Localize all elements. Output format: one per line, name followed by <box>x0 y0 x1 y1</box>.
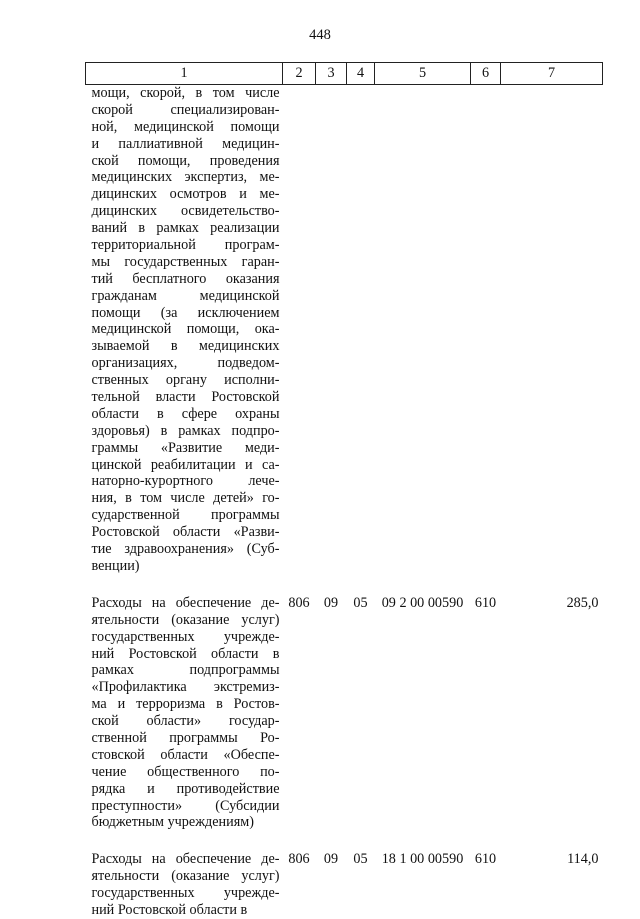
column-header: 7 <box>501 63 603 85</box>
description-line: преступности» (Субсидии <box>91 797 280 814</box>
column-header-row <box>86 63 603 85</box>
cell-target: 09 2 00 00590 <box>381 594 464 611</box>
cell-section: 09 <box>323 851 339 868</box>
description-line: Расходы на обеспечение де- <box>91 851 280 868</box>
cell-amount <box>501 85 603 575</box>
description-line: «Профилактика экстремиз- <box>91 679 280 696</box>
column-header: 3 <box>316 63 347 85</box>
description-line: сударственной программы <box>91 507 280 524</box>
description-line: помощи (за исключением <box>91 304 280 321</box>
column-header: 2 <box>283 63 316 85</box>
description-line: ния, в том числе детей» го- <box>91 490 280 507</box>
description-line: ний Ростовской области в <box>91 901 248 918</box>
description-line: ятельности (оказание услуг) <box>91 611 280 628</box>
cell-expense-type: 610 <box>474 851 497 868</box>
description-line: ваний в рамках реализации <box>91 220 280 237</box>
description-line: и паллиативной медицин- <box>91 135 280 152</box>
description-line: здоровья) в рамках подпро- <box>91 422 280 439</box>
description-line: тие здравоохранения» (Суб- <box>91 541 280 558</box>
description-line: ятельности (оказание услуг) <box>91 868 280 885</box>
table-row <box>86 595 603 831</box>
cell-ministry: 806 <box>288 851 310 868</box>
description-line: ской помощи, проведения <box>91 152 280 169</box>
cell-subsection: 05 <box>353 851 368 868</box>
cell-amount: 285,0 <box>566 594 599 611</box>
cell-subsection <box>347 85 375 575</box>
description-line: цинской реабилитации и са- <box>91 456 280 473</box>
row-description <box>86 595 283 831</box>
description-line: государственных учрежде- <box>91 885 280 902</box>
description-line: зываемой в медицинских <box>91 338 280 355</box>
cell-ministry: 806 <box>288 594 310 611</box>
description-line: рамках подпрограммы <box>91 662 280 679</box>
row-spacer <box>86 575 603 595</box>
description-line: Ростовской области «Разви- <box>91 524 280 541</box>
row-description <box>86 851 283 919</box>
description-line: области в сфере охраны <box>91 405 280 422</box>
description-line: территориальной програм- <box>91 237 280 254</box>
description-line: граммы «Развитие меди- <box>91 439 280 456</box>
description-line: государственных учрежде- <box>91 628 280 645</box>
table-row <box>86 851 603 919</box>
column-header: 5 <box>375 63 471 85</box>
description-line: ной, медицинской помощи <box>91 118 280 135</box>
cell-subsection: 05 <box>353 594 368 611</box>
cell-expense-type: 610 <box>474 594 497 611</box>
description-line: ма и терроризма в Ростов- <box>91 696 280 713</box>
description-line: скорой специализирован- <box>91 101 280 118</box>
cell-amount: 114,0 <box>567 851 599 868</box>
description-line: ственной программы Ро- <box>91 729 280 746</box>
column-header: 4 <box>347 63 375 85</box>
description-line: мы государственных гаран- <box>91 253 280 270</box>
description-line: Расходы на обеспечение де- <box>91 594 280 611</box>
description-line: рядка и противодействие <box>91 780 280 797</box>
column-header: 6 <box>471 63 501 85</box>
description-line: стовской области «Обеспе- <box>91 746 280 763</box>
description-line: дицинских освидетельство- <box>91 203 280 220</box>
budget-table <box>85 62 603 919</box>
cell-section <box>316 85 347 575</box>
cell-section: 09 <box>323 594 339 611</box>
description-line: тельной власти Ростовской <box>91 389 280 406</box>
description-line: чение общественного по- <box>91 763 280 780</box>
cell-expense-type <box>471 85 501 575</box>
description-line: мощи, скорой, в том числе <box>91 85 280 101</box>
row-spacer <box>86 831 603 851</box>
description-line: организациях, подведом- <box>91 355 280 372</box>
cell-ministry <box>283 85 316 575</box>
description-line: медицинских экспертиз, ме- <box>91 169 280 186</box>
description-line: ственных органу исполни- <box>91 372 280 389</box>
description-line: ской области» государ- <box>91 713 280 730</box>
description-line: гражданам медицинской <box>91 287 280 304</box>
description-line: наторно-курортного лече- <box>91 473 280 490</box>
cell-target: 18 1 00 00590 <box>381 851 464 868</box>
table-row <box>86 85 603 575</box>
row-description <box>86 85 283 575</box>
page-number: 448 <box>309 27 331 43</box>
description-line: ний Ростовской области в <box>91 645 280 662</box>
description-line: тий бесплатного оказания <box>91 270 280 287</box>
column-header: 1 <box>86 63 283 85</box>
cell-target <box>375 85 471 575</box>
description-line: медицинской помощи, ока- <box>91 321 280 338</box>
description-line: бюджетным учреждениям) <box>91 814 254 831</box>
description-line: венции) <box>91 557 140 574</box>
description-line: дицинских осмотров и ме- <box>91 186 280 203</box>
